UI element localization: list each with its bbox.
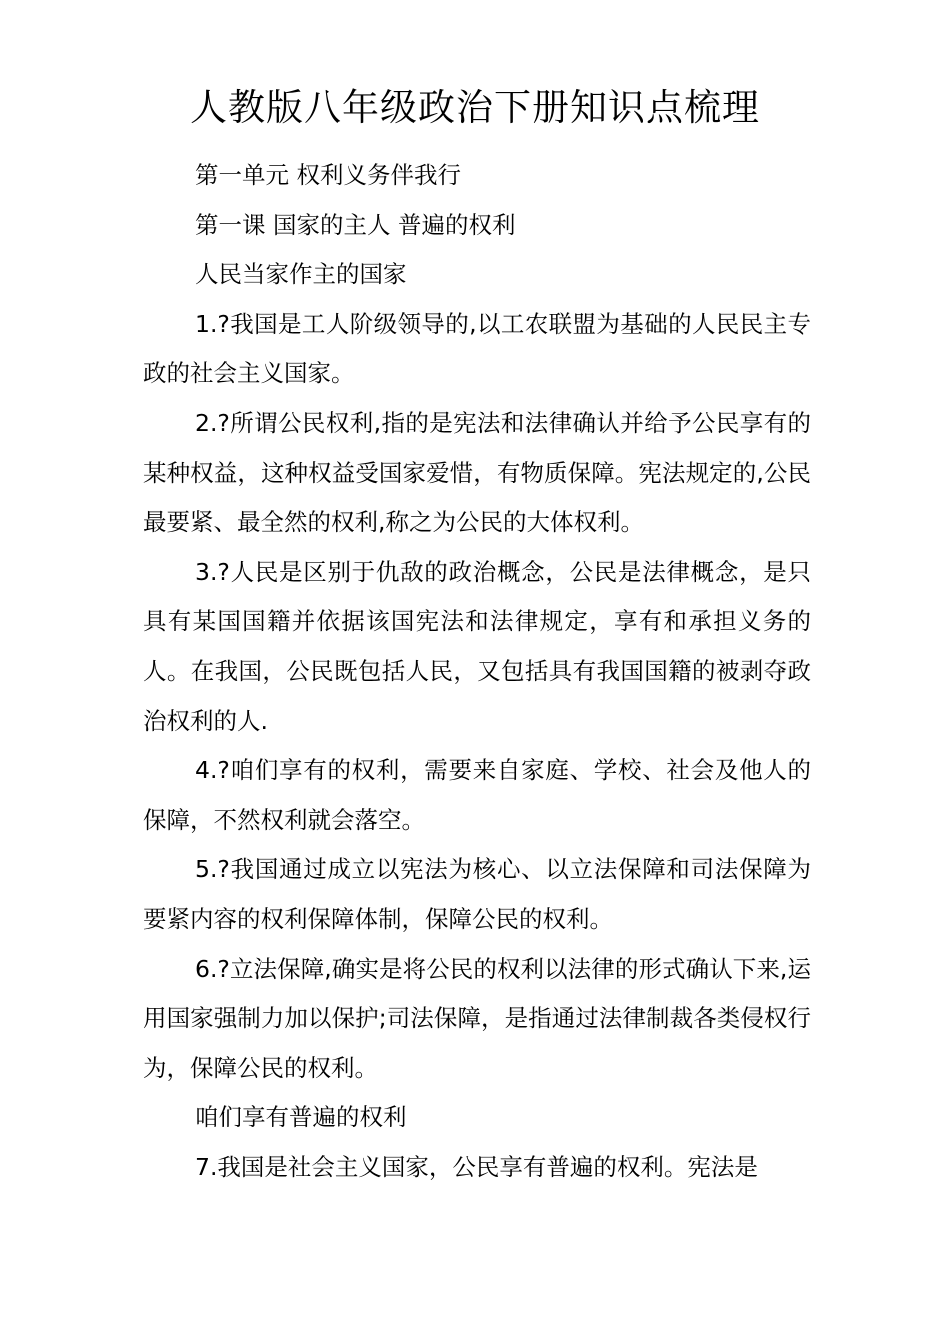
unit-heading: 第一单元 权利义务伴我行 (195, 161, 461, 189)
lesson-heading: 第一课 国家的主人 普遍的权利 (195, 210, 516, 239)
paragraph-1: 1.?我国是工人阶级领导的,以工农联盟为基础的人民民主专政的社会主义国家。 (143, 309, 811, 388)
paragraph-3: 3.?人民是区别于仇敌的政治概念，公民是法律概念，是只具有某国国籍并依据该国宪法和法律规定，享有和承担义务的人。在我国，公民既包括人民，又包括具有我国国籍的被剥夺政治权利的人. (143, 557, 811, 735)
section-heading-universal-rights: 咱们享有普遍的权利 (195, 1103, 407, 1132)
section-heading-people-as-masters: 人民当家作主的国家 (195, 260, 407, 289)
paragraph-2: 2.?所谓公民权利,指的是宪法和法律确认并给予公民享有的某种权益，这种权益受国家爱惜，有物质保障。宪法规定的,公民最要紧、最全然的权利,称之为公民的大体权利。 (143, 408, 811, 537)
paragraph-7: 7.我国是社会主义国家，公民享有普遍的权利。宪法是 (195, 1152, 758, 1181)
document-body (143, 151, 811, 1192)
paragraph-6: 6.?立法保障,确实是将公民的权利以法律的形式确认下来,运用国家强制力加以保护;司法保障，是指通过法律制裁各类侵权行为，保障公民的权利。 (143, 954, 811, 1082)
paragraph-4: 4.?咱们享有的权利，需要来自家庭、学校、社会及他人的保障，不然权利就会落空。 (143, 756, 811, 834)
paragraph-5: 5.?我国通过成立以宪法为核心、以立法保障和司法保障为要紧内容的权利保障体制，保障公民的权利。 (143, 855, 811, 933)
document-title: 人教版八年级政治下册知识点梳理 (190, 86, 760, 129)
